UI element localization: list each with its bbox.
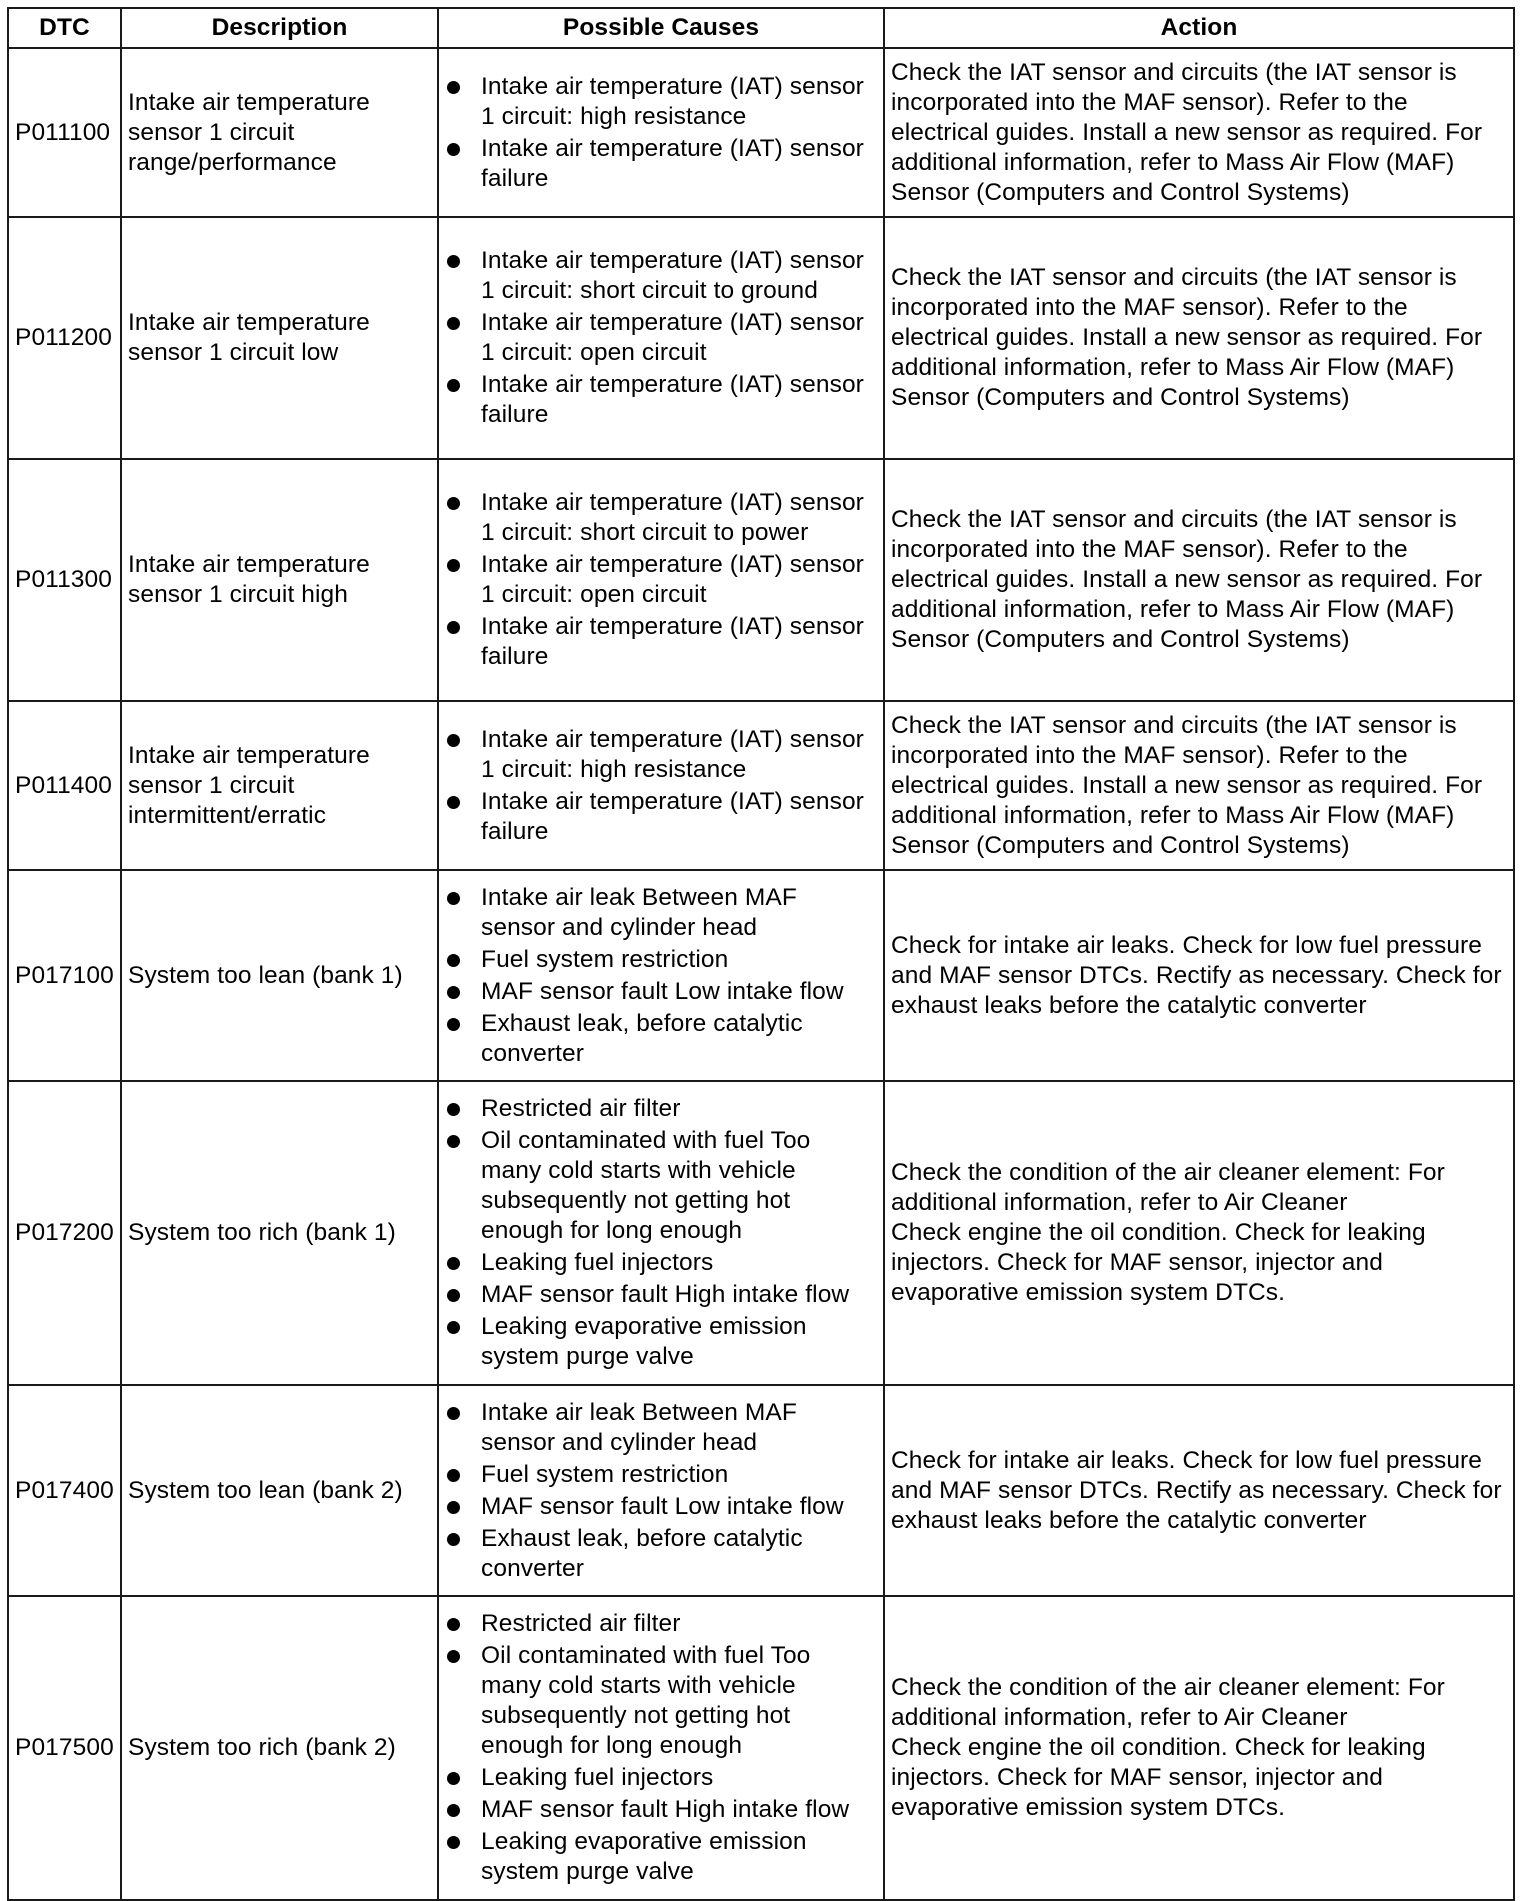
- cause-item: [445, 977, 877, 1007]
- action-text: Check engine the oil condition. Check for leaking injectors. Check for MAF sensor, injector and evaporative emission system DTCs.: [891, 1219, 1426, 1306]
- table-row: [8, 48, 1514, 217]
- cause-text: Intake air temperature (IAT) sensor failure: [481, 371, 864, 428]
- causes-list: [445, 72, 877, 194]
- bullet-icon: [447, 255, 460, 268]
- causes-list: [445, 883, 877, 1069]
- bullet-icon: [447, 1321, 460, 1334]
- cause-item: [445, 1492, 877, 1522]
- cause-text: Intake air temperature (IAT) sensor 1 circuit: short circuit to power: [481, 489, 864, 546]
- cause-text: Exhaust leak, before catalytic converter: [481, 1009, 803, 1067]
- action-text: Check the condition of the air cleaner element: For additional information, refer to Air Cleaner: [891, 1674, 1445, 1731]
- cause-item: [445, 1398, 877, 1458]
- bullet-icon: [447, 1135, 460, 1148]
- cause-text: Intake air temperature (IAT) sensor 1 circuit: short circuit to ground: [481, 247, 864, 304]
- cause-item: [445, 1795, 877, 1825]
- bullet-icon: [447, 81, 460, 94]
- bullet-icon: [447, 1407, 460, 1420]
- bullet-icon: [447, 143, 460, 156]
- table-row: [8, 459, 1514, 701]
- bullet-icon: [447, 1533, 460, 1546]
- action-text: Check for intake air leaks. Check for low fuel pressure and MAF sensor DTCs. Rectify as necessary. Check for exhaust leaks before the catalytic converter: [891, 1446, 1502, 1534]
- bullet-icon: [447, 1289, 460, 1302]
- action-text: Check the condition of the air cleaner element: For additional information, refer to Air Cleaner: [891, 1159, 1445, 1216]
- causes-list: [445, 1398, 877, 1584]
- header-row: [8, 8, 1514, 48]
- action-cell: [884, 459, 1514, 701]
- possible-causes-cell: [438, 217, 884, 459]
- bullet-icon: [447, 1469, 460, 1482]
- bullet-icon: [447, 1836, 460, 1849]
- bullet-icon: [447, 317, 460, 330]
- cause-item: [445, 1126, 877, 1246]
- possible-causes-cell: [438, 1081, 884, 1385]
- cause-text: MAF sensor fault Low intake flow: [481, 977, 844, 1005]
- bullet-icon: [447, 954, 460, 967]
- action-cell: [884, 1596, 1514, 1900]
- cause-item: [445, 134, 877, 194]
- bullet-icon: [447, 1018, 460, 1031]
- dtc-description: System too rich (bank 2): [121, 1596, 438, 1900]
- causes-list: [445, 488, 877, 672]
- possible-causes-cell: [438, 1596, 884, 1900]
- cause-item: [445, 72, 877, 132]
- dtc-description: System too lean (bank 2): [121, 1385, 438, 1596]
- table-body: [8, 48, 1514, 1900]
- causes-list: [445, 246, 877, 430]
- cause-text: Restricted air filter: [481, 1610, 681, 1637]
- cause-text: Intake air temperature (IAT) sensor 1 circuit: open circuit: [481, 551, 864, 608]
- cause-item: [445, 1312, 877, 1372]
- cause-text: Restricted air filter: [481, 1095, 681, 1122]
- cause-item: [445, 1280, 877, 1310]
- cause-item: [445, 945, 877, 975]
- dtc-code: P017500: [8, 1596, 121, 1900]
- cause-item: [445, 1763, 877, 1793]
- dtc-description: System too rich (bank 1): [121, 1081, 438, 1385]
- possible-causes-cell: [438, 701, 884, 870]
- cause-text: Fuel system restriction: [481, 945, 729, 973]
- cause-item: [445, 1609, 877, 1639]
- dtc-code: P011200: [8, 217, 121, 459]
- cause-item: [445, 612, 877, 672]
- causes-list: [445, 1609, 877, 1887]
- dtc-code: P017200: [8, 1081, 121, 1385]
- header-description: Description: [121, 8, 438, 48]
- dtc-code: P017100: [8, 870, 121, 1081]
- dtc-description: System too lean (bank 1): [121, 870, 438, 1081]
- table-row: [8, 870, 1514, 1081]
- action-cell: [884, 48, 1514, 217]
- cause-text: Oil contaminated with fuel Too many cold starts with vehicle subsequently not getting hot enough for long enough: [481, 1127, 811, 1244]
- bullet-icon: [447, 1650, 460, 1663]
- dtc-code: P017400: [8, 1385, 121, 1596]
- cause-item: [445, 883, 877, 943]
- dtc-description: Intake air temperature sensor 1 circuit intermittent/erratic: [121, 701, 438, 870]
- cause-text: MAF sensor fault Low intake flow: [481, 1492, 844, 1520]
- cause-text: Intake air temperature (IAT) sensor failure: [481, 134, 864, 192]
- cause-item: [445, 550, 877, 610]
- dtc-code: P011400: [8, 701, 121, 870]
- cause-item: [445, 725, 877, 785]
- action-text: Check engine the oil condition. Check for leaking injectors. Check for MAF sensor, injector and evaporative emission system DTCs.: [891, 1734, 1426, 1821]
- possible-causes-cell: [438, 459, 884, 701]
- cause-item: [445, 1094, 877, 1124]
- cause-text: Intake air temperature (IAT) sensor 1 circuit: high resistance: [481, 72, 864, 130]
- cause-item: [445, 308, 877, 368]
- header-possible-causes: Possible Causes: [438, 8, 884, 48]
- possible-causes-cell: [438, 48, 884, 217]
- header-dtc: DTC: [8, 8, 121, 48]
- cause-text: Leaking fuel injectors: [481, 1249, 714, 1276]
- header-action: Action: [884, 8, 1514, 48]
- bullet-icon: [447, 734, 460, 747]
- bullet-icon: [447, 1501, 460, 1514]
- cause-text: Intake air temperature (IAT) sensor 1 circuit: high resistance: [481, 725, 864, 783]
- dtc-description: Intake air temperature sensor 1 circuit high: [121, 459, 438, 701]
- bullet-icon: [447, 621, 460, 634]
- possible-causes-cell: [438, 870, 884, 1081]
- action-text: Check the IAT sensor and circuits (the IAT sensor is incorporated into the MAF sensor). Refer to the electrical guides. Install a new sensor as required. For additional information, refer to Mass Air Flow (MAF) Sensor (Computers and Control Systems): [891, 711, 1483, 859]
- cause-text: Intake air leak Between MAF sensor and cylinder head: [481, 1398, 797, 1456]
- cause-text: MAF sensor fault High intake flow: [481, 1796, 850, 1823]
- table-header: [8, 8, 1514, 48]
- dtc-code: P011300: [8, 459, 121, 701]
- cause-item: [445, 246, 877, 306]
- causes-list: [445, 725, 877, 847]
- action-text: Check the IAT sensor and circuits (the IAT sensor is incorporated into the MAF sensor). Refer to the electrical guides. Install a new sensor as required. For additional information, refer to Mass Air Flow (MAF) Sensor (Computers and Control Systems): [891, 264, 1483, 411]
- bullet-icon: [447, 796, 460, 809]
- cause-text: Leaking fuel injectors: [481, 1764, 714, 1791]
- cause-text: Intake air leak Between MAF sensor and cylinder head: [481, 883, 797, 941]
- cause-item: [445, 1524, 877, 1584]
- bullet-icon: [447, 1804, 460, 1817]
- cause-item: [445, 1009, 877, 1069]
- dtc-code: P011100: [8, 48, 121, 217]
- bullet-icon: [447, 559, 460, 572]
- cause-text: Intake air temperature (IAT) sensor 1 circuit: open circuit: [481, 309, 864, 366]
- action-text: Check for intake air leaks. Check for low fuel pressure and MAF sensor DTCs. Rectify as necessary. Check for exhaust leaks before the catalytic converter: [891, 931, 1502, 1019]
- table-row: [8, 1385, 1514, 1596]
- table-row: [8, 701, 1514, 870]
- bullet-icon: [447, 1772, 460, 1785]
- bullet-icon: [447, 497, 460, 510]
- cause-text: Oil contaminated with fuel Too many cold starts with vehicle subsequently not getting hot enough for long enough: [481, 1642, 811, 1759]
- action-cell: [884, 870, 1514, 1081]
- possible-causes-cell: [438, 1385, 884, 1596]
- cause-text: Intake air temperature (IAT) sensor failure: [481, 787, 864, 845]
- cause-item: [445, 370, 877, 430]
- bullet-icon: [447, 1257, 460, 1270]
- cause-text: MAF sensor fault High intake flow: [481, 1281, 850, 1308]
- cause-item: [445, 1827, 877, 1887]
- cause-text: Exhaust leak, before catalytic converter: [481, 1524, 803, 1582]
- cause-item: [445, 1248, 877, 1278]
- bullet-icon: [447, 892, 460, 905]
- table-row: [8, 217, 1514, 459]
- dtc-table: [7, 7, 1515, 1901]
- action-cell: [884, 1385, 1514, 1596]
- cause-item: [445, 488, 877, 548]
- bullet-icon: [447, 986, 460, 999]
- causes-list: [445, 1094, 877, 1372]
- action-text: Check the IAT sensor and circuits (the IAT sensor is incorporated into the MAF sensor). Refer to the electrical guides. Install a new sensor as required. For additional information, refer to Mass Air Flow (MAF) Sensor (Computers and Control Systems): [891, 506, 1483, 653]
- action-cell: [884, 1081, 1514, 1385]
- cause-item: [445, 1460, 877, 1490]
- cause-item: [445, 1641, 877, 1761]
- cause-text: Leaking evaporative emission system purge valve: [481, 1828, 807, 1885]
- action-cell: [884, 217, 1514, 459]
- bullet-icon: [447, 1103, 460, 1116]
- dtc-description: Intake air temperature sensor 1 circuit low: [121, 217, 438, 459]
- bullet-icon: [447, 379, 460, 392]
- action-text: Check the IAT sensor and circuits (the IAT sensor is incorporated into the MAF sensor). Refer to the electrical guides. Install a new sensor as required. For additional information, refer to Mass Air Flow (MAF) Sensor (Computers and Control Systems): [891, 58, 1483, 206]
- cause-text: Fuel system restriction: [481, 1460, 729, 1488]
- table-row: [8, 1596, 1514, 1900]
- action-cell: [884, 701, 1514, 870]
- cause-item: [445, 787, 877, 847]
- dtc-description: Intake air temperature sensor 1 circuit range/performance: [121, 48, 438, 217]
- cause-text: Leaking evaporative emission system purge valve: [481, 1313, 807, 1370]
- bullet-icon: [447, 1618, 460, 1631]
- cause-text: Intake air temperature (IAT) sensor failure: [481, 613, 864, 670]
- table-row: [8, 1081, 1514, 1385]
